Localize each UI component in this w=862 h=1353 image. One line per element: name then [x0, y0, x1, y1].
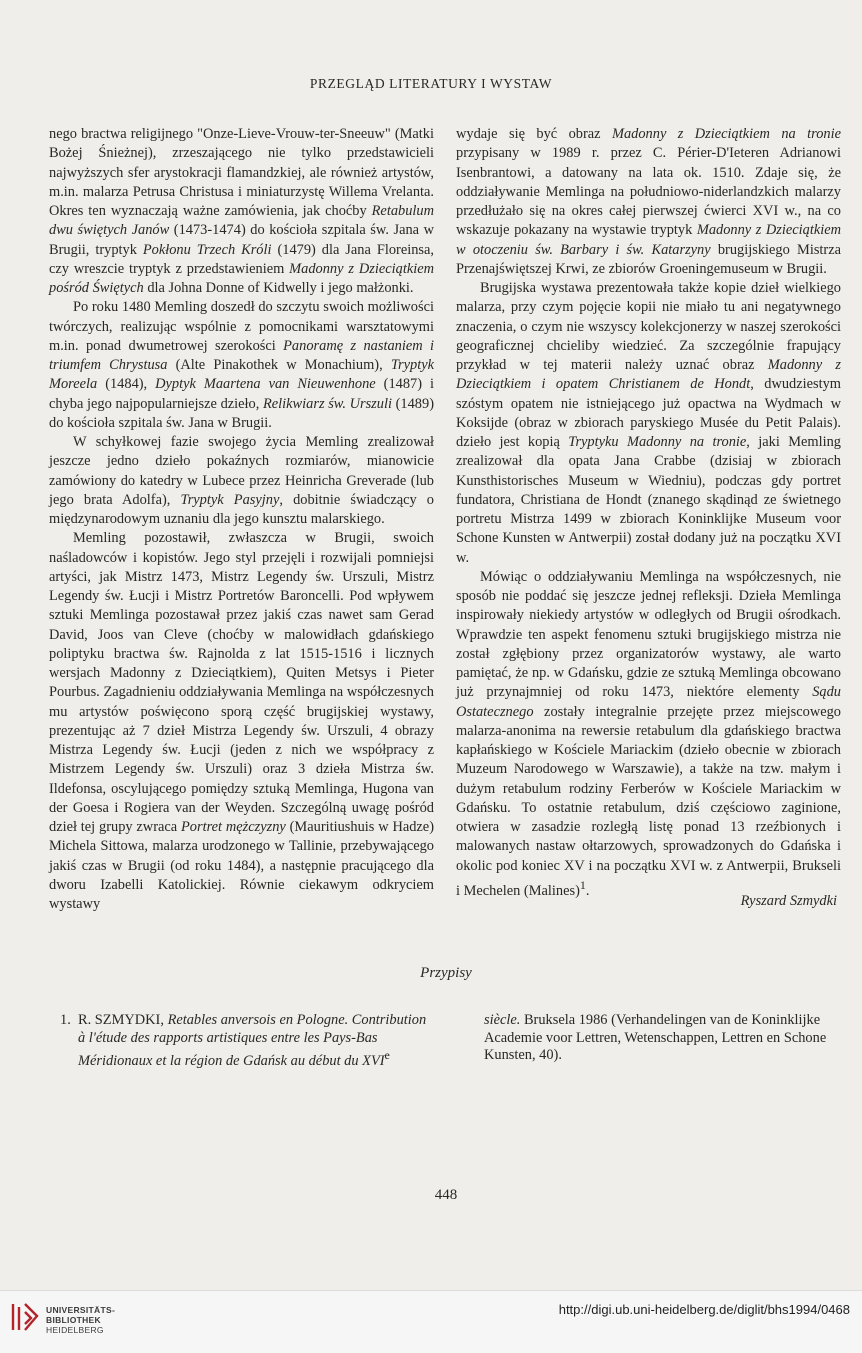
page-number: 448 — [434, 1187, 458, 1203]
footnotes-heading: Przypisy — [420, 965, 472, 981]
library-logo-icon — [10, 1300, 40, 1334]
artwork-title: Tryptyku Madonny na tronie — [568, 434, 747, 450]
artwork-title: Relikwiarz św. Urszuli — [263, 395, 392, 412]
artwork-title: Pokłonu Trzech Króli — [142, 241, 272, 258]
author-signature: Ryszard Szmydki — [740, 893, 837, 909]
right-column — [456, 125, 841, 901]
paragraph: Memling pozostawił, zwłaszcza w Brugii, swoich naśladowców i kopistów. Jego styl przejęli i rozwijali pomniejsi artyści, jak Mistrz 1473, Mistrz Legendy św. Urszuli, Mistrz Legendy św. Łucji i Mistrz Portretów Baroncelli. Pod wpływem sztuki Memlinga pozostawał przez jakiś czas nawet sam Gerad David, Joos van Cleve (choćby w malowidłach gdańskiego poliptyku bractwa św. Rajnolda z lat 1515-1516 i licznych wersjach Madonny z Dzieciątkiem), Quiten Metsys i Pieter Pourbus. Zagadnieniu oddziaływania Memlinga na współczesnych mu artystów poświęcono sporą część brugijskiej wystawy, prezentując aż 7 dzieł Mistrza Legendy św. Urszuli, 4 obrazy Mistrza Legendy św. Łucji (jeden z nich we współpracy z Mistrzem Legendy św. Urszuli) oraz 3 dzieła Mistrza św. Ildefonsa, oscylującego pomiędzy sztuką Memlinga, Hugona van der Goesa i Rogiera van der Weyden. Szczególną uwagę pośród dzieł tej grupy zwraca Portret mężczyzny (Mauritiushuis w Hadze) Michela Sittowa, malarza urodzonego w Tallinie, przebywającego jakiś czas w Brugii (od roku 1484), a następnie pracującego dla dworu Izabelli Katolickiej. Równie ciekawym odkryciem wystawy — [49, 530, 434, 912]
source-url-link[interactable]: http://digi.ub.uni-heidelberg.de/diglit/bhs1994/0468 — [558, 1302, 850, 1317]
artwork-title: Madonny z Dzieciątkiem w otoczeniu św. Barbary i św. Katarzyny — [456, 222, 841, 258]
artwork-title: Portret mężczyzny — [181, 819, 286, 835]
artwork-title: Sądu Ostatecznego — [456, 684, 841, 720]
artwork-title: Panoramę z nastaniem i triumfem Chrystusa — [49, 337, 434, 373]
library-name: UNIVERSITÄTS- BIBLIOTHEK HEIDELBERG — [46, 1305, 116, 1335]
artwork-title: Madonny z Dzieciątkiem i opatem Christianem de Hondt — [456, 357, 841, 393]
footnote: 1. R. SZMYDKI, Retables anversois en Pologne. Contribution à l'étude des rapports artistiques entre les Pays-Bas Méridionaux et la région de Gdańsk au début du XVIe — [60, 1012, 427, 1069]
paragraph: W schyłkowej fazie swojego życia Memling zrealizował jeszcze jedno dzieło pokaźnych rozmiarów, mianowicie zamówiony do katedry w Lubece przez Heinricha Greverade (lub jego brata Adolfa), Tryptyk Pasyjny, dobitnie świadczący o międzynarodowym uznaniu dla jego kunsztu malarskiego. — [49, 434, 434, 527]
paragraph: Mówiąc o oddziaływaniu Memlinga na współczesnych, nie sposób nie poddać się jeszcze jednej refleksji. Dzieła Memlinga inspirowały niekiedy artystów w odległych od Brugii ośrodkach. Wprawdzie ten aspekt fenomenu sztuki brugijskiego mistrza nie został zgłębiony przez organizatorów wystawy, ale warto pamiętać, że np. w Gdańsku, gdzie ze sztuką Memlinga obcowano już przynajmniej od roku 1473, niektóre elementy Sądu Ostatecznego zostały integralnie przejęte przez miejscowego malarza-anonima na rewersie retabulum dla gdańskiego bractwa kapłańskiego w Kościele Mariackim (dzieło obecnie w zbiorach Muzeum Narodowego w Warszawie), a także na tzw. małym i dużym retabulum rodziny Ferberów w Kościele Mariackim w Gdańsku. To ostatnie retabulum, dziś częściowo zaginione, otwiera w zasadzie rozległą listę ponad 13 rzeźbionych i malowanych nastaw ołtarzowych, sprowadzonych do Gdańska i okolic pod koniec XV i na początku XVI w. z Antwerpii, Brukseli i Mechelen (Malines)$^1$. — [456, 568, 841, 899]
footnote-continuation: siècle. Bruksela 1986 (Verhandelingen van de Koninklijke Academie voor Lettren, Wetenschappen, Lettren en Schone Kunsten, 40). — [484, 1012, 827, 1063]
artwork-title: Retabulum dwu świętych Janów — [49, 203, 434, 239]
artwork-title: Madonny z Dzieciątkiem pośród Świętych — [49, 260, 434, 296]
paragraph: nego bractwa religijnego "Onze-Lieve-Vrouw-ter-Sneeuw" (Matki Bożej Śnieżnej), zrzeszającego nie tylko przedstawicieli najwyższych sfer arystokracji flamandzkiej, ale również artystów, m.in. malarza Petrusa Christusa i miniaturzystę Willema Vrelanta. Okres ten wyznaczają ważne zamówienia, jak choćby Retabulum dwu świętych Janów (1473-1474) do kościoła szpitala św. Jana w Brugii, tryptyk Pokłonu Trzech Króli (1479) dla Jana Floreinsa, czy wreszcie tryptyk z przedstawieniem Madonny z Dzieciątkiem pośród Świętych dla Johna Donne of Kidwelly i jego małżonki. — [49, 126, 434, 296]
artwork-title: Tryptyk Moreela — [49, 357, 434, 393]
paragraph: Brugijska wystawa prezentowała także kopie dzieł wielkiego malarza, przy czym pojęcie kopii nie miało tu ani negatywnego znaczenia, o czym nie wszyscy kolekcjonerzy w naszej szerokości geograficznej chcieliby wiedzieć. Za szczególnie frapujący przykład w tej materii należy uznać obraz Madonny z Dzieciątkiem i opatem Christianem de Hondt, dwudziestym szóstym opatem nie istniejącego już opactwa na Wydmach w Koksijde (obraz w zbiorach paryskiego Musée du Petit Palais). dzieło jest kopią Tryptyku Madonny na tronie, jaki Memling zrealizował dla opata Jana Crabbe (dzisiaj w zbiorach Kunsthistorisches Museum w Wiedniu), podczas gdy portret fundatora, Christiana de Hondt (znanego skądinąd ze świetnego portretu Mistrza 1499 w zbiorach Koninklijke Museum voor Schone Kunsten w Antwerpii) został dodany już na początku XVI w. — [456, 280, 841, 566]
paragraph: Po roku 1480 Memling doszedł do szczytu swoich możliwości twórczych, realizując wspólnie z pomocnikami warsztatowymi m.in. ponad dwumetrowej szerokości Panoramę z nastaniem i triumfem Chrystusa (Alte Pinakothek w Monachium), Tryptyk Moreela (1484), Dyptyk Maartena van Nieuwenhone (1487) i chyba jego najpopularniejsze dzieło, Relikwiarz św. Urszuli (1489) do kościoła szpitala św. Jana w Brugii. — [49, 299, 434, 431]
footnote-number: 1. — [60, 1012, 71, 1028]
left-column — [49, 125, 434, 914]
paragraph: wydaje się być obraz Madonny z Dzieciątkiem na tronie przypisany w 1989 r. przez C. Périer-D'Ieteren Adrianowi Isenbrantowi, a datowany na lata ok. 1510. Zdaje się, że oddziaływanie Memlinga na południowo-niderlandzkich malarzy przedłużało się na okres całej pierwszej ćwierci XVI w., na co wskazuje pokazany na wystawie tryptyk Madonny z Dzieciątkiem w otoczeniu św. Barbary i św. Katarzyny brugijskiego Mistrza Przenajświętszej Krwi, ze zbiorów Groeningemuseum w Brugii. — [456, 126, 841, 277]
running-header: PRZEGLĄD LITERATURY I WYSTAW — [309, 76, 553, 91]
footnote-marker: 1 — [579, 877, 586, 892]
artwork-title: Tryptyk Pasyjny — [180, 491, 280, 508]
artwork-title: Dyptyk Maartena van Nieuwenhone — [155, 376, 376, 393]
library-footer — [0, 1290, 862, 1353]
artwork-title: Madonny z Dzieciątkiem na tronie — [611, 126, 841, 142]
